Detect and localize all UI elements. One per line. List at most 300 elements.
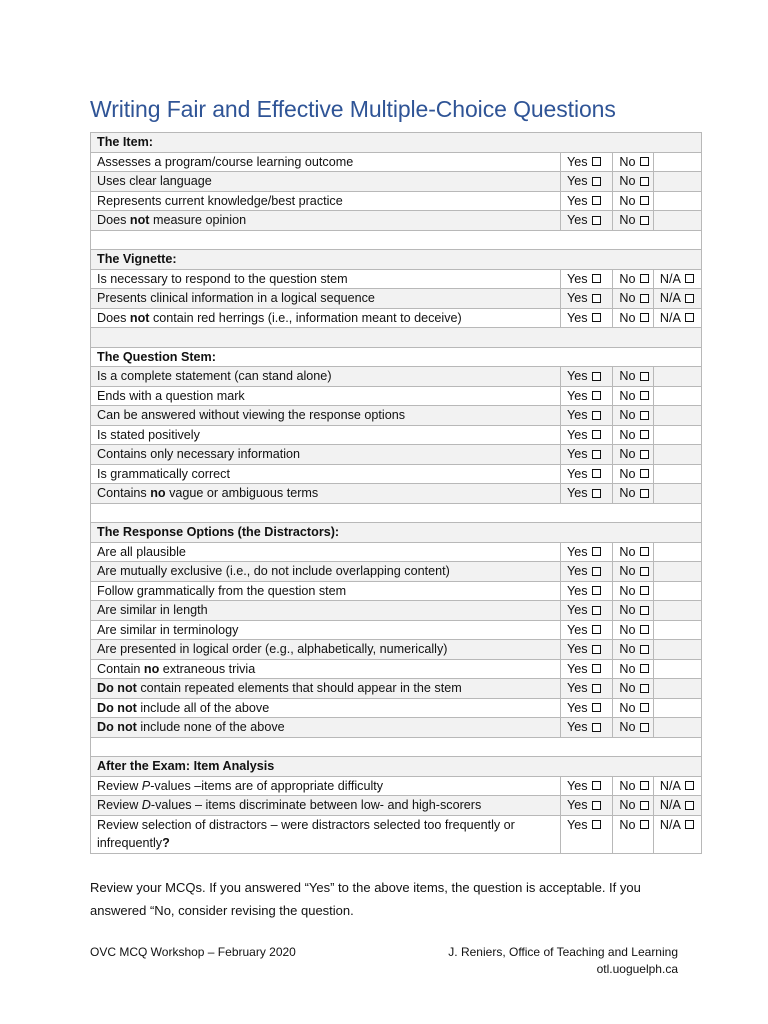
na-checkbox[interactable]	[660, 777, 694, 796]
yes-label: Yes	[566, 681, 588, 695]
empty-cell	[653, 659, 701, 679]
yes-checkbox[interactable]	[567, 640, 601, 659]
no-cell	[613, 659, 653, 679]
no-checkbox[interactable]	[619, 387, 648, 406]
no-label: No	[619, 603, 636, 617]
criterion-suffix: -values – items discriminate between low- and high-scorers	[150, 798, 482, 812]
empty-cell	[653, 679, 701, 699]
yes-label: Yes	[566, 642, 588, 656]
footer-workshop: OVC MCQ Workshop – February 2020	[90, 945, 296, 959]
yes-label: Yes	[566, 486, 588, 500]
na-checkbox[interactable]	[660, 270, 694, 289]
no-label: No	[619, 310, 636, 325]
section-heading: The Response Options (the Distractors):	[91, 523, 702, 543]
yes-cell	[560, 406, 612, 426]
criterion-text	[91, 308, 561, 328]
checkbox-icon[interactable]	[640, 372, 649, 381]
yes-checkbox[interactable]	[567, 796, 601, 815]
checkbox-icon[interactable]	[592, 450, 601, 459]
empty-cell	[653, 620, 701, 640]
no-checkbox[interactable]	[619, 679, 648, 698]
yes-checkbox[interactable]	[567, 406, 601, 425]
yes-label: Yes	[566, 174, 588, 188]
no-cell	[613, 698, 653, 718]
no-cell	[613, 152, 653, 172]
criterion-main: Is grammatically correct	[97, 466, 230, 481]
checkbox-icon[interactable]	[592, 664, 601, 673]
no-checkbox[interactable]	[619, 445, 648, 464]
yes-cell	[560, 269, 612, 289]
empty-cell	[653, 581, 701, 601]
no-checkbox[interactable]	[619, 601, 648, 620]
section-heading: The Vignette:	[91, 250, 702, 270]
criterion-text	[91, 464, 561, 484]
no-checkbox[interactable]	[619, 562, 648, 581]
checkbox-icon[interactable]	[592, 196, 601, 205]
no-checkbox[interactable]	[619, 309, 648, 328]
yes-checkbox[interactable]	[567, 387, 601, 406]
checkbox-icon[interactable]	[640, 274, 649, 283]
na-checkbox[interactable]	[660, 309, 694, 328]
checkbox-icon[interactable]	[592, 177, 601, 186]
no-cell	[613, 269, 653, 289]
no-cell	[613, 562, 653, 582]
yes-checkbox[interactable]	[567, 289, 601, 308]
no-label: No	[619, 798, 636, 812]
yes-label: Yes	[566, 466, 588, 481]
checkbox-icon[interactable]	[592, 684, 601, 693]
yes-checkbox[interactable]	[567, 172, 601, 191]
yes-label: Yes	[566, 427, 588, 442]
yes-cell	[560, 640, 612, 660]
criterion-prefix: Contain	[97, 661, 144, 676]
checkbox-icon[interactable]	[592, 567, 601, 576]
checkbox-icon[interactable]	[592, 489, 601, 498]
yes-label: Yes	[566, 603, 588, 617]
na-label: N/A	[659, 310, 681, 325]
criterion-text	[91, 698, 561, 718]
empty-cell	[653, 406, 701, 426]
yes-label: Yes	[566, 291, 588, 305]
checklist-row	[91, 484, 702, 504]
no-checkbox[interactable]	[619, 718, 648, 737]
criterion-suffix: include none of the above	[136, 720, 285, 734]
no-cell	[613, 191, 653, 211]
checklist-row	[91, 796, 702, 816]
criterion-emphasis: no	[143, 661, 160, 676]
checkbox-icon[interactable]	[640, 391, 649, 400]
checkbox-icon[interactable]	[640, 411, 649, 420]
checkbox-icon[interactable]	[640, 684, 649, 693]
no-label: No	[619, 642, 636, 656]
section-header-row	[91, 347, 702, 367]
no-checkbox[interactable]	[619, 816, 648, 835]
no-cell	[613, 464, 653, 484]
criterion-text	[91, 581, 561, 601]
checkbox-icon[interactable]	[592, 430, 601, 439]
criterion-suffix: contain red herrings (i.e., information meant to deceive)	[149, 310, 462, 325]
na-label: N/A	[659, 291, 681, 305]
criterion-prefix: Does	[97, 310, 130, 325]
page-title: Writing Fair and Effective Multiple-Choice Questions	[90, 96, 616, 122]
criterion-text	[91, 386, 561, 406]
na-cell	[653, 776, 701, 796]
checkbox-icon[interactable]	[640, 430, 649, 439]
checklist-row	[91, 386, 702, 406]
yes-label: Yes	[566, 213, 588, 227]
checkbox-icon[interactable]	[640, 294, 649, 303]
checkbox-icon[interactable]	[640, 489, 649, 498]
checklist-row	[91, 698, 702, 718]
yes-cell	[560, 776, 612, 796]
no-cell	[613, 289, 653, 309]
yes-checkbox[interactable]	[567, 777, 601, 796]
checkbox-icon[interactable]	[592, 547, 601, 556]
no-cell	[613, 542, 653, 562]
yes-checkbox[interactable]	[567, 270, 601, 289]
criterion-emphasis: P	[141, 778, 151, 793]
empty-cell	[653, 211, 701, 231]
criterion-suffix: contain repeated elements that should appear in the stem	[136, 681, 462, 695]
empty-cell	[653, 191, 701, 211]
checkbox-icon[interactable]	[592, 216, 601, 225]
criterion-text	[91, 191, 561, 211]
no-checkbox[interactable]	[619, 153, 648, 172]
yes-checkbox[interactable]	[567, 699, 601, 718]
no-label: No	[619, 778, 636, 793]
yes-checkbox[interactable]	[567, 426, 601, 445]
yes-checkbox[interactable]	[567, 211, 601, 230]
criterion-main: Ends with a question mark	[97, 388, 245, 403]
yes-checkbox[interactable]	[567, 582, 601, 601]
criterion-text	[91, 269, 561, 289]
checkbox-icon[interactable]	[685, 274, 694, 283]
no-label: No	[619, 408, 636, 422]
criterion-main: Is necessary to respond to the question stem	[97, 271, 348, 286]
checkbox-icon[interactable]	[640, 313, 649, 322]
checkbox-icon[interactable]	[640, 547, 649, 556]
checkbox-icon[interactable]	[592, 391, 601, 400]
no-cell	[613, 796, 653, 816]
empty-cell	[653, 152, 701, 172]
criterion-text	[91, 718, 561, 738]
no-checkbox[interactable]	[619, 289, 648, 308]
no-cell	[613, 776, 653, 796]
checkbox-icon[interactable]	[592, 469, 601, 478]
checkbox-icon[interactable]	[685, 294, 694, 303]
criterion-emphasis: not	[129, 310, 150, 325]
no-cell	[613, 679, 653, 699]
checkbox-icon[interactable]	[592, 781, 601, 790]
no-label: No	[619, 193, 636, 208]
checkbox-icon[interactable]	[640, 177, 649, 186]
no-cell	[613, 308, 653, 328]
yes-cell	[560, 718, 612, 738]
checklist-row	[91, 269, 702, 289]
no-cell	[613, 445, 653, 465]
criterion-suffix: measure opinion	[149, 213, 247, 227]
criterion-text	[91, 172, 561, 192]
no-checkbox[interactable]	[619, 796, 648, 815]
yes-checkbox[interactable]	[567, 679, 601, 698]
no-label: No	[619, 291, 636, 305]
no-checkbox[interactable]	[619, 699, 648, 718]
checkbox-icon[interactable]	[640, 781, 649, 790]
yes-cell	[560, 796, 612, 816]
criterion-prefix: Review	[97, 798, 142, 812]
checkbox-icon[interactable]	[592, 411, 601, 420]
criterion-text	[91, 445, 561, 465]
criterion-main: Assesses a program/course learning outcome	[97, 154, 354, 169]
checkbox-icon[interactable]	[685, 801, 694, 810]
checklist-row	[91, 152, 702, 172]
criterion-text	[91, 601, 561, 621]
yes-checkbox[interactable]	[567, 718, 601, 737]
no-label: No	[619, 447, 636, 461]
checkbox-icon[interactable]	[640, 625, 649, 634]
checklist-table	[90, 132, 702, 854]
spacer-cell	[91, 230, 702, 250]
criterion-text	[91, 679, 561, 699]
no-checkbox[interactable]	[619, 640, 648, 659]
yes-cell	[560, 211, 612, 231]
no-label: No	[619, 466, 636, 481]
checkbox-icon[interactable]	[640, 801, 649, 810]
empty-cell	[653, 562, 701, 582]
yes-checkbox[interactable]	[567, 484, 601, 503]
no-label: No	[619, 174, 636, 188]
checkbox-icon[interactable]	[592, 801, 601, 810]
yes-checkbox[interactable]	[567, 309, 601, 328]
na-checkbox[interactable]	[660, 796, 694, 815]
empty-cell	[653, 425, 701, 445]
checkbox-icon[interactable]	[640, 196, 649, 205]
yes-checkbox[interactable]	[567, 153, 601, 172]
criterion-main: Are similar in terminology	[97, 622, 239, 637]
no-cell	[613, 640, 653, 660]
checkbox-icon[interactable]	[640, 723, 649, 732]
checkbox-icon[interactable]	[640, 645, 649, 654]
checkbox-icon[interactable]	[685, 313, 694, 322]
no-checkbox[interactable]	[619, 660, 648, 679]
yes-cell	[560, 679, 612, 699]
yes-checkbox[interactable]	[567, 445, 601, 464]
checkbox-icon[interactable]	[592, 157, 601, 166]
criterion-text	[91, 152, 561, 172]
no-checkbox[interactable]	[619, 270, 648, 289]
footer-credits	[448, 944, 678, 978]
yes-checkbox[interactable]	[567, 192, 601, 211]
checkbox-icon[interactable]	[592, 313, 601, 322]
yes-label: Yes	[566, 271, 588, 286]
no-label: No	[619, 154, 636, 169]
checkbox-icon[interactable]	[592, 820, 601, 829]
checklist-row	[91, 679, 702, 699]
checkbox-icon[interactable]	[592, 625, 601, 634]
checklist-row	[91, 425, 702, 445]
criterion-text	[91, 289, 561, 309]
no-checkbox[interactable]	[619, 367, 648, 386]
yes-checkbox[interactable]	[567, 543, 601, 562]
no-checkbox[interactable]	[619, 484, 648, 503]
yes-checkbox[interactable]	[567, 816, 601, 835]
no-label: No	[619, 271, 636, 286]
criterion-main: Presents clinical information in a logical sequence	[97, 291, 375, 305]
no-checkbox[interactable]	[619, 582, 648, 601]
checkbox-icon[interactable]	[685, 820, 694, 829]
na-checkbox[interactable]	[660, 816, 694, 835]
yes-label: Yes	[566, 193, 588, 208]
checkbox-icon[interactable]	[592, 645, 601, 654]
yes-label: Yes	[566, 564, 588, 578]
yes-checkbox[interactable]	[567, 367, 601, 386]
checkbox-icon[interactable]	[640, 703, 649, 712]
yes-cell	[560, 601, 612, 621]
spacer-cell	[91, 737, 702, 757]
no-checkbox[interactable]	[619, 777, 648, 796]
no-checkbox[interactable]	[619, 621, 648, 640]
na-cell	[653, 289, 701, 309]
empty-cell	[653, 367, 701, 387]
no-label: No	[619, 564, 636, 578]
checkbox-icon[interactable]	[685, 781, 694, 790]
criterion-text	[91, 815, 561, 853]
yes-cell	[560, 698, 612, 718]
empty-cell	[653, 464, 701, 484]
no-checkbox[interactable]	[619, 211, 648, 230]
section-header-row	[91, 133, 702, 153]
criterion-prefix: Review	[97, 778, 142, 793]
no-cell	[613, 815, 653, 853]
no-cell	[613, 425, 653, 445]
yes-cell	[560, 484, 612, 504]
section-heading: After the Exam: Item Analysis	[91, 757, 702, 777]
yes-cell	[560, 445, 612, 465]
yes-checkbox[interactable]	[567, 562, 601, 581]
yes-label: Yes	[566, 798, 588, 812]
criterion-text	[91, 659, 561, 679]
yes-label: Yes	[566, 622, 588, 637]
checkbox-icon[interactable]	[640, 216, 649, 225]
criterion-suffix: include all of the above	[136, 700, 270, 715]
checkbox-icon[interactable]	[592, 703, 601, 712]
no-label: No	[619, 720, 636, 734]
checkbox-icon[interactable]	[640, 567, 649, 576]
no-checkbox[interactable]	[619, 192, 648, 211]
yes-cell	[560, 289, 612, 309]
yes-checkbox[interactable]	[567, 465, 601, 484]
na-cell	[653, 796, 701, 816]
criterion-text	[91, 620, 561, 640]
checklist-row	[91, 406, 702, 426]
yes-label: Yes	[566, 408, 588, 422]
checkbox-icon[interactable]	[640, 820, 649, 829]
empty-cell	[653, 698, 701, 718]
checklist-row	[91, 367, 702, 387]
checklist-row	[91, 191, 702, 211]
criterion-main: Is a complete statement (can stand alone)	[97, 369, 332, 383]
no-checkbox[interactable]	[619, 465, 648, 484]
no-checkbox[interactable]	[619, 172, 648, 191]
checkbox-icon[interactable]	[592, 372, 601, 381]
yes-cell	[560, 367, 612, 387]
criterion-text	[91, 776, 561, 796]
criterion-text	[91, 484, 561, 504]
checkbox-icon[interactable]	[640, 469, 649, 478]
criterion-prefix: Does	[97, 213, 130, 227]
yes-label: Yes	[566, 544, 588, 559]
criterion-emphasis: no	[150, 486, 166, 500]
criterion-emphasis: Do not	[97, 681, 137, 695]
no-checkbox[interactable]	[619, 406, 648, 425]
no-label: No	[619, 661, 636, 676]
criterion-emphasis: D	[141, 798, 151, 812]
yes-label: Yes	[566, 369, 588, 383]
yes-cell	[560, 464, 612, 484]
spacer-row	[91, 503, 702, 523]
yes-checkbox[interactable]	[567, 660, 601, 679]
checkbox-icon[interactable]	[640, 450, 649, 459]
checkbox-icon[interactable]	[640, 606, 649, 615]
checkbox-icon[interactable]	[640, 157, 649, 166]
checkbox-icon[interactable]	[592, 274, 601, 283]
spacer-row	[91, 737, 702, 757]
no-label: No	[619, 544, 636, 559]
checkbox-icon[interactable]	[592, 294, 601, 303]
yes-checkbox[interactable]	[567, 601, 601, 620]
spacer-row	[91, 230, 702, 250]
na-cell	[653, 815, 701, 853]
criterion-prefix: Review selection of distractors – were distractors selected too frequently or infrequently	[97, 817, 515, 850]
checklist-row	[91, 815, 702, 853]
na-checkbox[interactable]	[660, 289, 694, 308]
no-checkbox[interactable]	[619, 426, 648, 445]
no-cell	[613, 406, 653, 426]
no-cell	[613, 581, 653, 601]
criterion-emphasis: not	[129, 213, 150, 227]
na-label: N/A	[659, 271, 681, 286]
empty-cell	[653, 484, 701, 504]
na-label: N/A	[659, 778, 681, 793]
checkbox-icon[interactable]	[640, 586, 649, 595]
yes-cell	[560, 581, 612, 601]
yes-cell	[560, 386, 612, 406]
spacer-row	[91, 328, 702, 348]
criterion-main: Represents current knowledge/best practice	[97, 193, 343, 208]
no-cell	[613, 211, 653, 231]
checkbox-icon[interactable]	[640, 664, 649, 673]
criterion-prefix: Contains	[97, 486, 151, 500]
no-label: No	[619, 700, 636, 715]
no-checkbox[interactable]	[619, 543, 648, 562]
section-header-row	[91, 523, 702, 543]
no-label: No	[619, 486, 636, 500]
checkbox-icon[interactable]	[592, 606, 601, 615]
yes-cell	[560, 562, 612, 582]
yes-checkbox[interactable]	[567, 621, 601, 640]
checklist-row	[91, 659, 702, 679]
section-header-row	[91, 250, 702, 270]
checklist-row	[91, 718, 702, 738]
checkbox-icon[interactable]	[592, 723, 601, 732]
checklist-row	[91, 640, 702, 660]
checkbox-icon[interactable]	[592, 586, 601, 595]
criterion-text	[91, 542, 561, 562]
no-label: No	[619, 622, 636, 637]
na-label: N/A	[659, 798, 681, 812]
na-cell	[653, 269, 701, 289]
yes-cell	[560, 308, 612, 328]
